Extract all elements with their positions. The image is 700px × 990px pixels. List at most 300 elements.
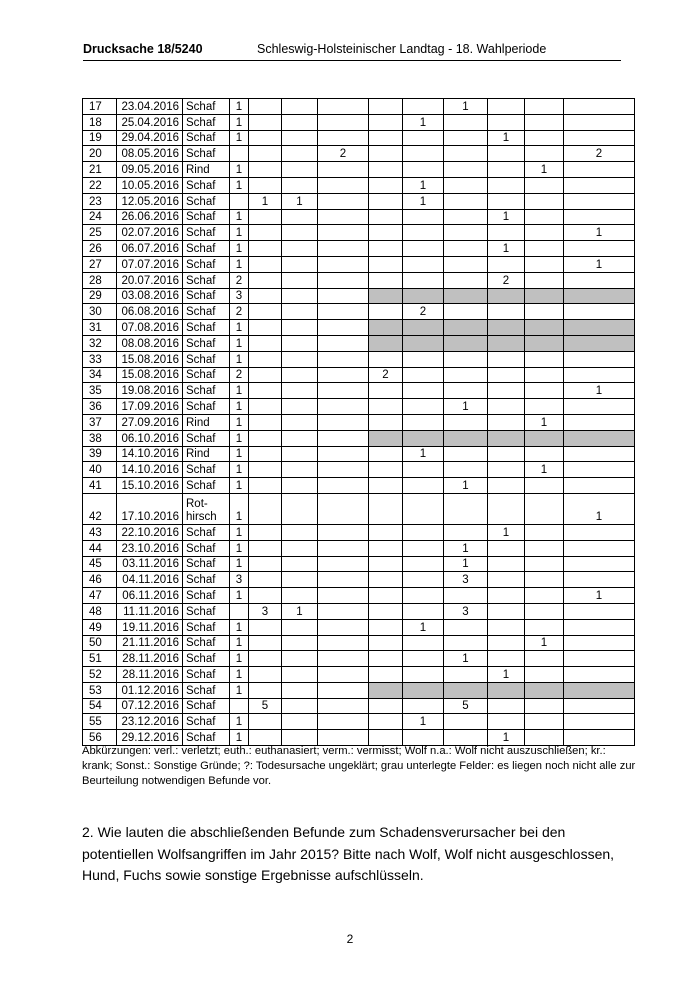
finding-cell xyxy=(444,430,488,446)
date-cell: 08.08.2016 xyxy=(117,335,183,351)
finding-cell xyxy=(488,414,525,430)
finding-cell xyxy=(249,540,282,556)
date-cell: 28.11.2016 xyxy=(117,667,183,683)
finding-cell xyxy=(249,462,282,478)
animal-cell: Schaf xyxy=(183,193,230,209)
finding-cell xyxy=(318,193,369,209)
table-row xyxy=(83,177,635,193)
finding-cell xyxy=(488,99,525,115)
animal-cell: Schaf xyxy=(183,114,230,130)
document-number: Drucksache 18/5240 xyxy=(83,42,203,56)
animal-cell: Schaf xyxy=(183,603,230,619)
table-row xyxy=(83,682,635,698)
finding-cell xyxy=(249,682,282,698)
animal-cell: Schaf xyxy=(183,619,230,635)
animal-cell: Schaf xyxy=(183,714,230,730)
date-cell: 27.09.2016 xyxy=(117,414,183,430)
animal-cell: Rind xyxy=(183,446,230,462)
finding-cell xyxy=(488,698,525,714)
finding-cell xyxy=(525,478,564,494)
finding-cell xyxy=(318,256,369,272)
finding-cell xyxy=(249,288,282,304)
row-number-cell: 26 xyxy=(83,241,117,257)
table-row xyxy=(83,478,635,494)
table-row xyxy=(83,130,635,146)
finding-cell xyxy=(525,320,564,336)
finding-cell xyxy=(282,414,318,430)
finding-cell xyxy=(403,351,444,367)
finding-cell xyxy=(525,288,564,304)
finding-cell xyxy=(403,256,444,272)
count-cell: 2 xyxy=(230,272,249,288)
date-cell: 06.08.2016 xyxy=(117,304,183,320)
animal-cell: Schaf xyxy=(183,572,230,588)
finding-cell xyxy=(282,524,318,540)
finding-cell xyxy=(525,114,564,130)
finding-cell xyxy=(488,177,525,193)
finding-cell xyxy=(525,446,564,462)
table-row xyxy=(83,619,635,635)
finding-cell xyxy=(525,146,564,162)
finding-cell xyxy=(444,367,488,383)
row-number-cell: 31 xyxy=(83,320,117,336)
animal-cell: Rind xyxy=(183,414,230,430)
finding-cell: 3 xyxy=(249,603,282,619)
finding-cell xyxy=(488,430,525,446)
finding-cell xyxy=(564,462,635,478)
finding-cell xyxy=(488,383,525,399)
finding-cell xyxy=(525,256,564,272)
finding-cell xyxy=(444,320,488,336)
row-number-cell: 41 xyxy=(83,478,117,494)
animal-cell: Schaf xyxy=(183,288,230,304)
finding-cell: 1 xyxy=(282,603,318,619)
count-cell: 1 xyxy=(230,651,249,667)
finding-cell xyxy=(318,682,369,698)
finding-cell xyxy=(403,682,444,698)
finding-cell xyxy=(318,414,369,430)
finding-cell xyxy=(403,667,444,683)
finding-cell xyxy=(369,114,403,130)
finding-cell xyxy=(488,320,525,336)
table-row xyxy=(83,272,635,288)
finding-cell: 1 xyxy=(444,540,488,556)
count-cell: 1 xyxy=(230,320,249,336)
count-cell: 1 xyxy=(230,730,249,746)
count-cell: 1 xyxy=(230,256,249,272)
finding-cell xyxy=(444,588,488,604)
table-row xyxy=(83,462,635,478)
row-number-cell: 45 xyxy=(83,556,117,572)
row-number-cell: 39 xyxy=(83,446,117,462)
date-cell: 19.08.2016 xyxy=(117,383,183,399)
finding-cell xyxy=(282,256,318,272)
finding-cell xyxy=(403,588,444,604)
finding-cell xyxy=(403,603,444,619)
table-body xyxy=(83,99,635,746)
finding-cell xyxy=(444,193,488,209)
count-cell: 1 xyxy=(230,588,249,604)
finding-cell xyxy=(369,177,403,193)
finding-cell xyxy=(318,524,369,540)
finding-cell xyxy=(403,130,444,146)
finding-cell: 1 xyxy=(488,524,525,540)
finding-cell xyxy=(369,603,403,619)
finding-cell xyxy=(525,399,564,415)
finding-cell: 1 xyxy=(403,619,444,635)
row-number-cell: 30 xyxy=(83,304,117,320)
finding-cell xyxy=(403,272,444,288)
finding-cell xyxy=(403,99,444,115)
date-cell: 03.11.2016 xyxy=(117,556,183,572)
row-number-cell: 23 xyxy=(83,193,117,209)
finding-cell: 5 xyxy=(249,698,282,714)
finding-cell xyxy=(488,146,525,162)
finding-cell xyxy=(318,130,369,146)
finding-cell xyxy=(564,209,635,225)
finding-cell xyxy=(282,130,318,146)
animal-cell: Schaf xyxy=(183,682,230,698)
count-cell: 1 xyxy=(230,177,249,193)
date-cell: 11.11.2016 xyxy=(117,603,183,619)
finding-cell xyxy=(444,524,488,540)
finding-cell xyxy=(488,651,525,667)
count-cell xyxy=(230,193,249,209)
count-cell: 1 xyxy=(230,162,249,178)
finding-cell xyxy=(525,177,564,193)
count-cell: 1 xyxy=(230,383,249,399)
finding-cell xyxy=(369,99,403,115)
finding-cell xyxy=(318,320,369,336)
count-cell: 1 xyxy=(230,619,249,635)
date-cell: 09.05.2016 xyxy=(117,162,183,178)
animal-cell: Schaf xyxy=(183,478,230,494)
finding-cell xyxy=(282,540,318,556)
finding-cell xyxy=(488,493,525,524)
date-cell: 29.04.2016 xyxy=(117,130,183,146)
finding-cell xyxy=(564,320,635,336)
animal-cell: Schaf xyxy=(183,335,230,351)
finding-cell: 1 xyxy=(564,588,635,604)
finding-cell xyxy=(282,572,318,588)
count-cell: 1 xyxy=(230,225,249,241)
date-cell: 10.05.2016 xyxy=(117,177,183,193)
count-cell: 1 xyxy=(230,682,249,698)
row-number-cell: 51 xyxy=(83,651,117,667)
finding-cell xyxy=(525,524,564,540)
finding-cell: 2 xyxy=(369,367,403,383)
finding-cell: 1 xyxy=(488,130,525,146)
finding-cell xyxy=(369,399,403,415)
date-cell: 06.07.2016 xyxy=(117,241,183,257)
row-number-cell: 50 xyxy=(83,635,117,651)
finding-cell xyxy=(403,478,444,494)
table-row xyxy=(83,430,635,446)
finding-cell xyxy=(249,114,282,130)
finding-cell: 1 xyxy=(564,256,635,272)
finding-cell xyxy=(525,572,564,588)
finding-cell: 1 xyxy=(488,667,525,683)
finding-cell: 1 xyxy=(282,193,318,209)
animal-cell: Schaf xyxy=(183,99,230,115)
finding-cell xyxy=(488,367,525,383)
finding-cell xyxy=(318,698,369,714)
date-cell: 25.04.2016 xyxy=(117,114,183,130)
finding-cell xyxy=(403,524,444,540)
finding-cell xyxy=(318,572,369,588)
finding-cell xyxy=(488,335,525,351)
finding-cell xyxy=(249,493,282,524)
finding-cell xyxy=(525,383,564,399)
finding-cell xyxy=(282,698,318,714)
finding-cell xyxy=(369,682,403,698)
finding-cell xyxy=(282,272,318,288)
finding-cell xyxy=(564,603,635,619)
finding-cell xyxy=(369,272,403,288)
count-cell: 1 xyxy=(230,130,249,146)
table-row xyxy=(83,651,635,667)
finding-cell xyxy=(403,430,444,446)
count-cell xyxy=(230,603,249,619)
finding-cell xyxy=(525,209,564,225)
finding-cell xyxy=(318,209,369,225)
animal-cell: Schaf xyxy=(183,730,230,746)
animal-cell: Schaf xyxy=(183,320,230,336)
finding-cell: 1 xyxy=(525,162,564,178)
count-cell: 1 xyxy=(230,335,249,351)
finding-cell: 1 xyxy=(488,209,525,225)
table-row xyxy=(83,414,635,430)
date-cell: 12.05.2016 xyxy=(117,193,183,209)
finding-cell xyxy=(444,682,488,698)
finding-cell xyxy=(249,130,282,146)
count-cell: 1 xyxy=(230,446,249,462)
finding-cell xyxy=(369,241,403,257)
table-row xyxy=(83,256,635,272)
finding-cell xyxy=(444,414,488,430)
finding-cell xyxy=(403,399,444,415)
finding-cell xyxy=(564,114,635,130)
date-cell: 21.11.2016 xyxy=(117,635,183,651)
table-row xyxy=(83,572,635,588)
finding-cell: 1 xyxy=(403,193,444,209)
finding-cell xyxy=(525,241,564,257)
finding-cell xyxy=(249,446,282,462)
animal-cell: Schaf xyxy=(183,130,230,146)
finding-cell: 1 xyxy=(564,225,635,241)
finding-cell xyxy=(318,367,369,383)
finding-cell xyxy=(525,588,564,604)
finding-cell xyxy=(318,667,369,683)
finding-cell xyxy=(444,714,488,730)
animal-cell: Schaf xyxy=(183,430,230,446)
finding-cell xyxy=(282,446,318,462)
finding-cell xyxy=(282,588,318,604)
finding-cell: 1 xyxy=(444,556,488,572)
date-cell: 28.11.2016 xyxy=(117,651,183,667)
row-number-cell: 24 xyxy=(83,209,117,225)
finding-cell xyxy=(249,414,282,430)
date-cell: 29.12.2016 xyxy=(117,730,183,746)
finding-cell xyxy=(525,130,564,146)
finding-cell: 2 xyxy=(488,272,525,288)
finding-cell xyxy=(249,635,282,651)
date-cell: 07.08.2016 xyxy=(117,320,183,336)
animal-cell: Schaf xyxy=(183,698,230,714)
finding-cell xyxy=(444,114,488,130)
row-number-cell: 56 xyxy=(83,730,117,746)
finding-cell xyxy=(564,698,635,714)
animal-cell: Schaf xyxy=(183,588,230,604)
finding-cell xyxy=(488,572,525,588)
table-row xyxy=(83,556,635,572)
finding-cell xyxy=(403,635,444,651)
finding-cell xyxy=(369,225,403,241)
finding-cell xyxy=(249,588,282,604)
count-cell: 1 xyxy=(230,241,249,257)
finding-cell xyxy=(488,462,525,478)
row-number-cell: 53 xyxy=(83,682,117,698)
finding-cell xyxy=(564,682,635,698)
finding-cell: 1 xyxy=(403,446,444,462)
finding-cell xyxy=(249,320,282,336)
finding-cell xyxy=(525,99,564,115)
finding-cell xyxy=(282,241,318,257)
table-row xyxy=(83,209,635,225)
finding-cell xyxy=(249,146,282,162)
row-number-cell: 29 xyxy=(83,288,117,304)
date-cell: 23.04.2016 xyxy=(117,99,183,115)
date-cell: 15.08.2016 xyxy=(117,367,183,383)
finding-cell xyxy=(249,304,282,320)
row-number-cell: 28 xyxy=(83,272,117,288)
finding-cell xyxy=(318,272,369,288)
finding-cell xyxy=(282,177,318,193)
animal-cell: Schaf xyxy=(183,177,230,193)
finding-cell xyxy=(525,540,564,556)
finding-cell xyxy=(282,462,318,478)
table-row xyxy=(83,288,635,304)
table-row xyxy=(83,99,635,115)
finding-cell xyxy=(369,651,403,667)
finding-cell xyxy=(369,714,403,730)
finding-cell xyxy=(249,241,282,257)
finding-cell xyxy=(369,193,403,209)
date-cell: 26.06.2016 xyxy=(117,209,183,225)
finding-cell xyxy=(369,540,403,556)
finding-cell xyxy=(564,619,635,635)
finding-cell xyxy=(282,493,318,524)
finding-cell xyxy=(369,335,403,351)
row-number-cell: 49 xyxy=(83,619,117,635)
finding-cell xyxy=(564,556,635,572)
finding-cell xyxy=(444,162,488,178)
finding-cell xyxy=(318,478,369,494)
finding-cell xyxy=(488,225,525,241)
finding-cell xyxy=(318,493,369,524)
row-number-cell: 27 xyxy=(83,256,117,272)
count-cell: 1 xyxy=(230,399,249,415)
count-cell: 1 xyxy=(230,351,249,367)
finding-cell xyxy=(318,351,369,367)
row-number-cell: 33 xyxy=(83,351,117,367)
finding-cell xyxy=(525,714,564,730)
finding-cell: 1 xyxy=(403,177,444,193)
animal-cell: Schaf xyxy=(183,651,230,667)
finding-cell xyxy=(564,446,635,462)
finding-cell xyxy=(369,478,403,494)
page-header xyxy=(83,40,621,61)
finding-cell xyxy=(282,114,318,130)
finding-cell xyxy=(282,304,318,320)
date-cell: 20.07.2016 xyxy=(117,272,183,288)
finding-cell xyxy=(282,682,318,698)
count-cell xyxy=(230,146,249,162)
date-cell: 23.12.2016 xyxy=(117,714,183,730)
finding-cell xyxy=(564,714,635,730)
finding-cell xyxy=(318,430,369,446)
finding-cell xyxy=(369,414,403,430)
table-row xyxy=(83,304,635,320)
finding-cell xyxy=(249,367,282,383)
finding-cell xyxy=(249,351,282,367)
finding-cell xyxy=(488,351,525,367)
count-cell: 1 xyxy=(230,114,249,130)
finding-cell xyxy=(525,193,564,209)
finding-cell xyxy=(444,304,488,320)
finding-cell xyxy=(249,99,282,115)
table-row xyxy=(83,114,635,130)
finding-cell: 3 xyxy=(444,603,488,619)
finding-cell: 1 xyxy=(564,383,635,399)
finding-cell xyxy=(369,304,403,320)
date-cell: 01.12.2016 xyxy=(117,682,183,698)
table-row xyxy=(83,493,635,524)
finding-cell xyxy=(564,288,635,304)
table-row xyxy=(83,335,635,351)
finding-cell xyxy=(564,335,635,351)
finding-cell xyxy=(525,682,564,698)
row-number-cell: 25 xyxy=(83,225,117,241)
finding-cell xyxy=(249,256,282,272)
finding-cell xyxy=(488,304,525,320)
finding-cell xyxy=(488,603,525,619)
finding-cell xyxy=(369,524,403,540)
row-number-cell: 20 xyxy=(83,146,117,162)
row-number-cell: 40 xyxy=(83,462,117,478)
finding-cell xyxy=(318,540,369,556)
finding-cell xyxy=(488,556,525,572)
count-cell: 1 xyxy=(230,462,249,478)
animal-cell: Schaf xyxy=(183,225,230,241)
finding-cell xyxy=(564,304,635,320)
animal-cell: Schaf xyxy=(183,272,230,288)
row-number-cell: 48 xyxy=(83,603,117,619)
incident-table xyxy=(82,98,635,746)
count-cell: 2 xyxy=(230,367,249,383)
table-row xyxy=(83,603,635,619)
table-row xyxy=(83,588,635,604)
finding-cell: 1 xyxy=(249,193,282,209)
finding-cell xyxy=(525,556,564,572)
finding-cell xyxy=(525,619,564,635)
table-row xyxy=(83,540,635,556)
finding-cell xyxy=(564,540,635,556)
finding-cell: 5 xyxy=(444,698,488,714)
date-cell: 19.11.2016 xyxy=(117,619,183,635)
finding-cell xyxy=(249,572,282,588)
finding-cell: 3 xyxy=(444,572,488,588)
